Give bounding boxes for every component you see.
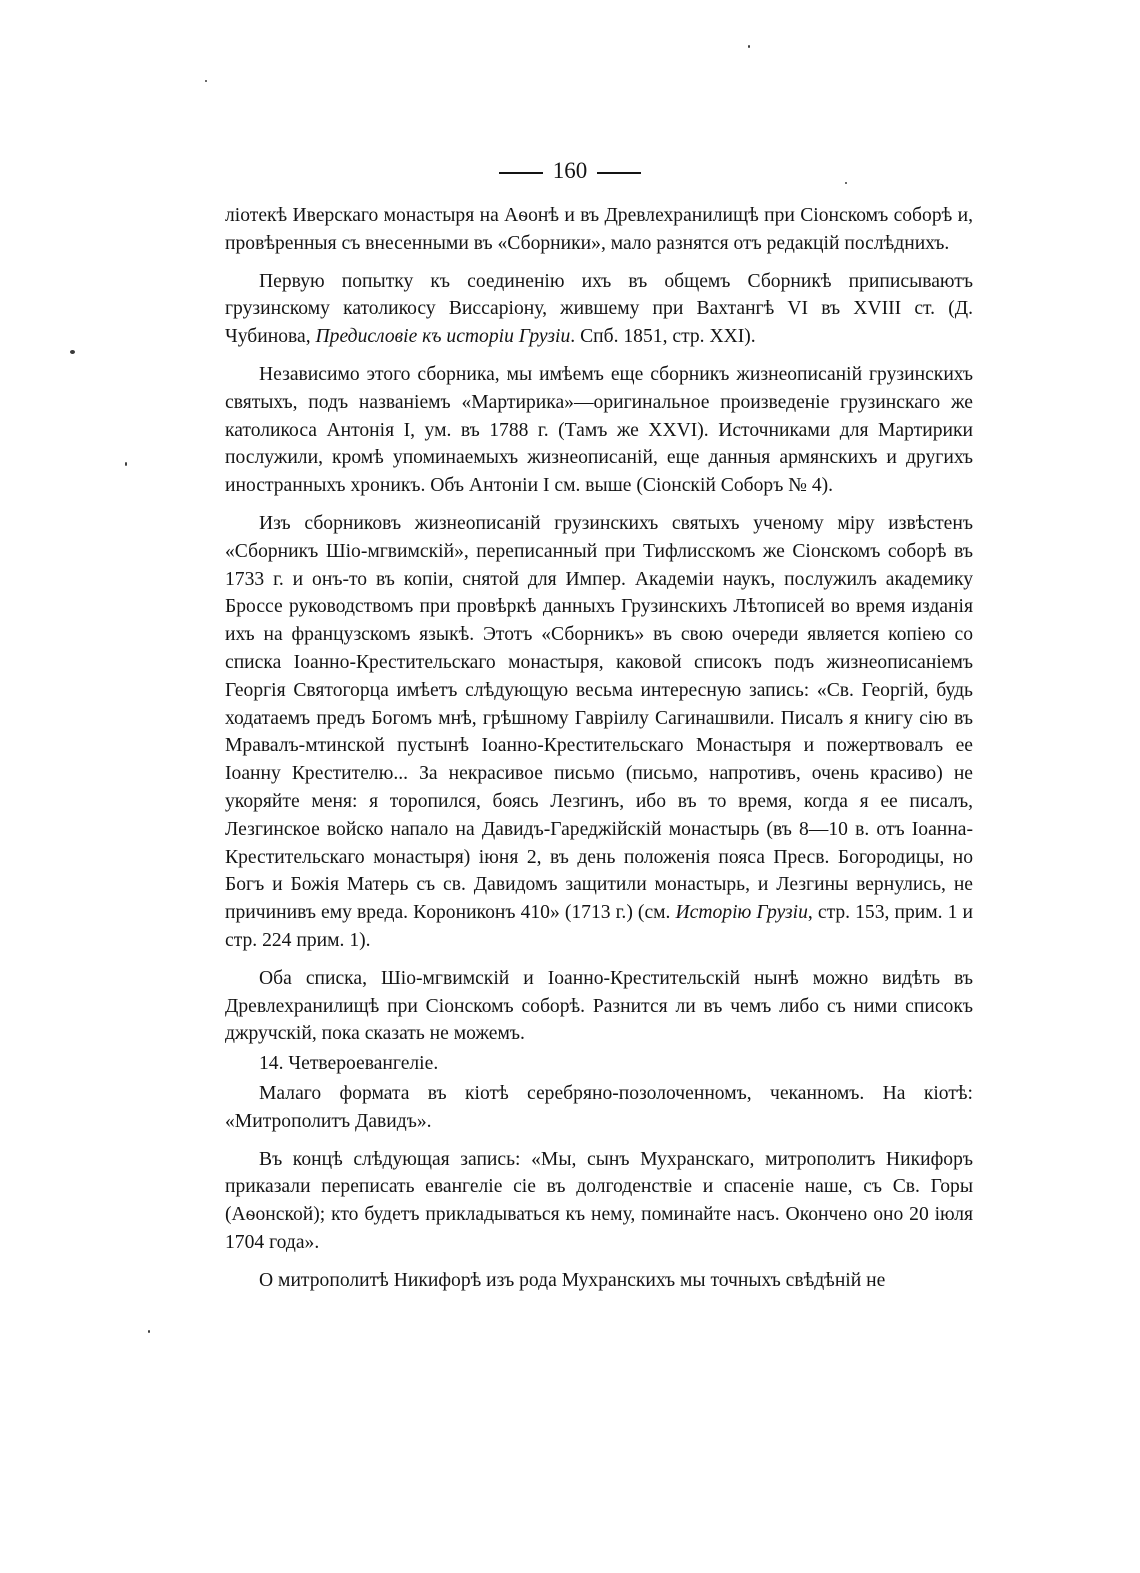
scan-speck [845,182,847,184]
text-run: ліотекѣ Иверскаго монастыря на Аѳонѣ и въ Древлехранилищѣ при Сіонскомъ соборѣ и, провѣренныя съ внесенными въ «Сборники», мало разнятся отъ редакцій послѣднихъ. [225,205,973,254]
header-rule-right [597,172,641,174]
paragraph-p8 [225,1146,973,1257]
paragraph-p3 [225,361,973,500]
text-run: Оба списка, Шіо-мгвимскій и Іоанно-Крестительскій нынѣ можно видѣть въ Древлехранилищѣ при Сіонскомъ соборѣ. Разнится ли въ чемъ либо съ ними списокъ джручскій, пока сказать не можемъ. [225,967,973,1045]
italic-reference: Исторію Грузіи [675,902,808,924]
text-body [225,202,973,1304]
page-number: 160 [552,158,588,183]
paragraph-p7 [225,1080,973,1136]
page-header [0,156,1140,186]
paragraph-p5 [225,965,973,1048]
header-rule-left [499,172,543,174]
scan-speck [70,350,75,354]
paragraph-p4 [225,510,973,955]
paragraph-p2 [225,268,973,351]
italic-reference: Предисловіе къ исторіи Грузіи [315,326,571,348]
text-run: . Спб. 1851, стр. XXI). [570,326,756,348]
scan-speck [205,80,207,82]
text-run: , стр. 153, прим. 1 и стр. 224 прим. 1). [225,902,973,951]
text-run: Независимо этого сборника, мы имѣемъ еще сборникъ жизнеописаній грузинскихъ святыхъ, подъ названіемъ «Мартирика»—оригинальное произведеніе грузинскаго же католикоса Антонія I, ум. въ 1788 г. (Тамъ же XXVI). Источниками для Мартирики послужили, кромѣ упоминаемыхъ жизнеописаній, еще данныя армянскихъ и другихъ иностранныхъ хроникъ. Объ Антоніи I см. выше (Сіонскій Соборъ № 4). [225,363,973,497]
text-run: Изъ сборниковъ жизнеописаній грузинскихъ святыхъ ученому міру извѣстенъ «Сборникъ Шіо-мгвимскій», переписанный при Тифлисскомъ же Сіонскомъ соборѣ въ 1733 г. и онъ-то въ копіи, снятой для Импер. Академіи наукъ, послужилъ академику Броссе руководствомъ при провѣркѣ данныхъ Грузинскихъ Лѣтописей во время изданія ихъ на французскомъ языкѣ. Этотъ «Сборникъ» въ свою очереди является копіею со списка Іоанно-Крестительскаго монастыря, каковой списокъ подъ жизнеописаніемъ Георгія Святогорца имѣетъ слѣдующую весьма интересную запись: «Св. Георгій, будь ходатаемъ предъ Богомъ мнѣ, грѣшному Гавріилу Сагинашвили. Писалъ я книгу сію въ Мравалъ-мтинской пустынѣ Іоанно-Крестительскаго Монастыря и пожертвовалъ ее Іоанну Крестителю... За некрасивое письмо (письмо, напротивъ, очень красиво) не укоряйте меня: я торопился, боясь Лезгинъ, ибо въ то время, когда я ее писалъ, Лезгинское войско напало на Давидъ-Гареджійскій монастырь (въ 8—10 в. отъ Іоанна-Крестительскаго монастыря) іюня 2, въ день положенія пояса Пресв. Богородицы, но Богъ и Божія Матерь съ св. Давидомъ защитили монастырь, и Лезгины вернулись, не причинивъ ему вреда. Кoрониконъ 410» (1713 г.) (см. [225,512,973,924]
scan-speck [125,462,127,466]
scan-speck [148,1330,150,1333]
paragraph-p6 [225,1050,973,1078]
text-run: О митрополитѣ Никифорѣ изъ рода Мухранскихъ мы точныхъ свѣдѣній не [259,1269,886,1291]
scan-speck [748,45,750,48]
text-run: Въ концѣ слѣдующая запись: «Мы, сынъ Мухранскаго, митрополитъ Никифоръ приказали переписать евангеліе сіе въ долгоденствіе и спасеніе наше, съ Св. Горы (Аѳонской); кто будетъ прикладываться къ нему, поминайте насъ. Окончено оно 20 іюля 1704 года». [225,1148,973,1253]
text-run: Малаго формата въ кіотѣ серебряно-позолоченномъ, чеканномъ. На кіотѣ: «Митрополитъ Давидъ». [225,1082,973,1132]
text-run: 14. Четвероевангеліе. [259,1053,439,1075]
paragraph-p9 [225,1267,973,1295]
text-run: Первую попытку къ соединенію ихъ въ общемъ Сборникѣ приписываютъ грузинскому католикосу Виссаріону, жившему при Вахтангѣ VI въ XVIII ст. (Д. Чубинова, [225,270,973,348]
paragraph-p1 [225,202,973,258]
